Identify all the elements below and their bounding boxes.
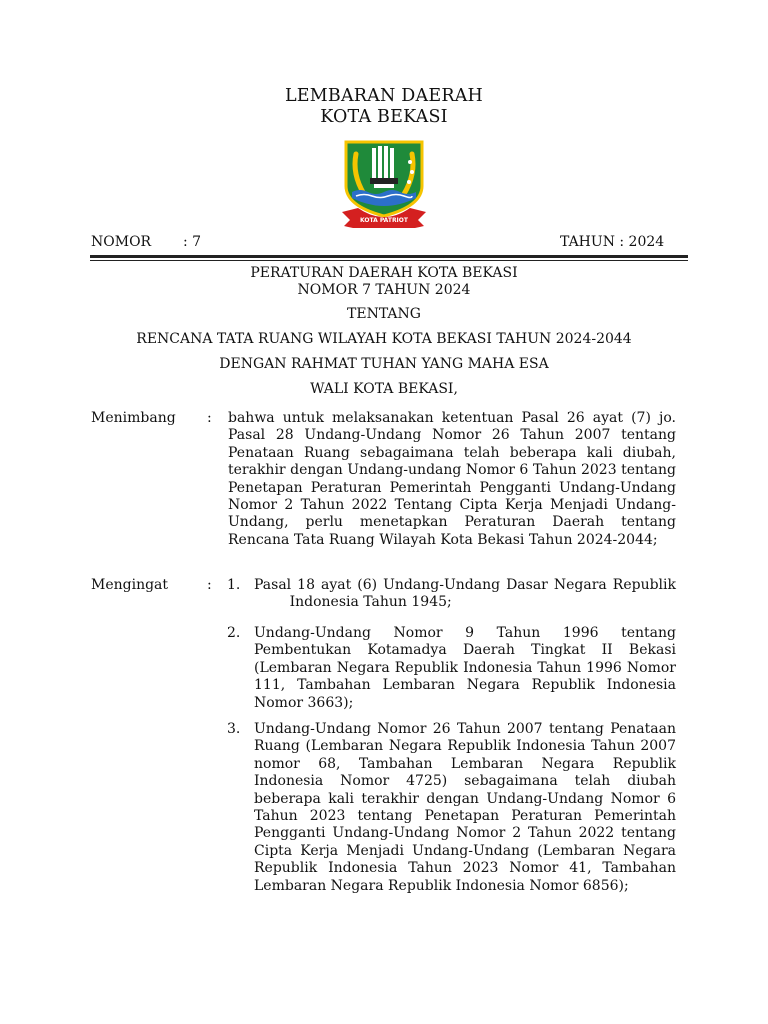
mengingat-item-1-text: Pasal 18 ayat (6) Undang-Undang Dasar Negara Republik Indonesia Tahun 1945; [254,577,676,611]
divider-thin [90,260,688,261]
nomor-label: NOMOR [91,234,152,250]
emblem-banner-text: KOTA PATRIOT [359,217,409,224]
regulation-subject: RENCANA TATA RUANG WILAYAH KOTA BEKASI TAHUN 2024-2044 [136,331,632,347]
menimbang-text: bahwa untuk melaksanakan ketentuan Pasal 26 ayat (7) jo. Pasal 28 Undang-Undang Nomor 26 Tahun 2007 tentang Penataan Ruang sebagaimana telah beberapa kali diubah, terakhir dengan Undang-undang Nomor 6 Tahun 2023 tentang Penetapan Peraturan Pemerintah Pengganti Undang-Undang Nomor 2 Tahun 2022 Tentang Cipta Kerja Menjadi Undang-Undang, perlu menetapkan Peraturan Daerah tentang Rencana Tata Ruang Wilayah Kota Bekasi Tahun 2024-2044; [228,410,676,548]
mengingat-label: Mengingat [91,577,169,593]
regulation-title: PERATURAN DAERAH KOTA BEKASI [250,265,518,281]
tentang-heading: TENTANG [347,306,421,322]
official-title: WALI KOTA BEKASI, [310,381,458,397]
mengingat-colon: : [207,577,212,593]
kota-bekasi-emblem [334,136,434,228]
mengingat-item-3-number: 3. [227,721,241,737]
divider-thick [90,255,688,258]
mengingat-item-2-text: Undang-Undang Nomor 9 Tahun 1996 tentang Pembentukan Kotamadya Daerah Tingkat II Bekasi (Lembaran Negara Republik Indonesia Tahun 1996 Nomor 111, Tambahan Lembaran Negara Republik Indonesia Nomor 3663); [254,625,676,711]
regulation-number: NOMOR 7 TAHUN 2024 [297,282,471,298]
menimbang-label: Menimbang [91,410,176,426]
header-line-2: KOTA BEKASI [320,107,448,127]
mengingat-item-1-number: 1. [227,577,241,593]
mengingat-item-2-number: 2. [227,625,241,641]
header-line-1: LEMBARAN DAERAH [284,86,484,106]
mengingat-item-3-text: Undang-Undang Nomor 26 Tahun 2007 tentang Penataan Ruang (Lembaran Negara Republik Indonesia Tahun 2007 nomor 68, Tambahan Lembaran Negara Republik Indonesia Nomor 4725) sebagaimana telah diubah beberapa kali terakhir dengan Undang-Undang Nomor 6 Tahun 2023 tentang Penetapan Peraturan Pemerintah Pengganti Undang-Undang Nomor 2 Tahun 2022 tentang Cipta Kerja Menjadi Undang-Undang (Lembaran Negara Republik Indonesia Tahun 2023 Nomor 41, Tambahan Lembaran Negara Republik Indonesia Nomor 6856); [254,721,676,894]
tahun-label: TAHUN : 2024 [560,234,665,250]
invocation: DENGAN RAHMAT TUHAN YANG MAHA ESA [219,356,549,372]
nomor-value: : 7 [183,234,202,250]
menimbang-colon: : [207,410,212,426]
